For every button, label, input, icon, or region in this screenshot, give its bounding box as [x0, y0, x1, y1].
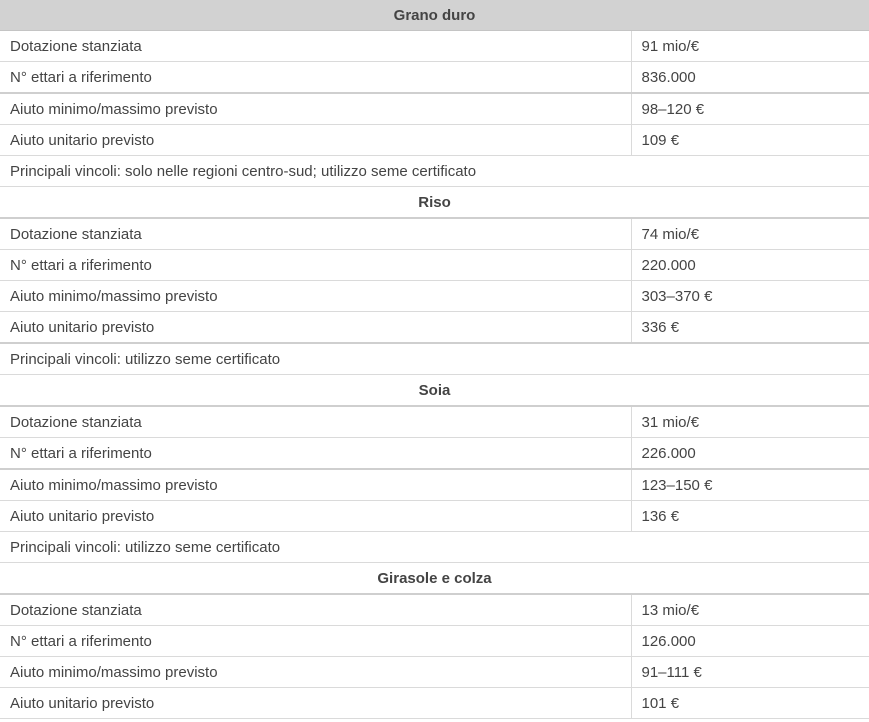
row-value: 74 mio/€ — [631, 218, 869, 250]
row-value: 91 mio/€ — [631, 31, 869, 62]
section-title: Grano duro — [0, 0, 869, 31]
row-label: N° ettari a riferimento — [0, 626, 631, 657]
row-value: 31 mio/€ — [631, 406, 869, 438]
note-text: Principali vincoli: utilizzo seme certificato — [0, 532, 869, 563]
row-label: Dotazione stanziata — [0, 31, 631, 62]
table-row — [0, 594, 869, 626]
table-row — [0, 125, 869, 156]
table-row — [0, 218, 869, 250]
table-row — [0, 501, 869, 532]
row-label: N° ettari a riferimento — [0, 62, 631, 94]
row-label: Aiuto minimo/massimo previsto — [0, 469, 631, 501]
note-row — [0, 156, 869, 187]
section-header-grano-duro — [0, 0, 869, 31]
row-value: 98–120 € — [631, 93, 869, 125]
table-row — [0, 31, 869, 62]
table-row — [0, 312, 869, 344]
note-row — [0, 532, 869, 563]
row-value: 13 mio/€ — [631, 594, 869, 626]
section-title: Soia — [0, 375, 869, 407]
note-text: Principali vincoli: solo nelle regioni centro-sud; utilizzo seme certificato — [0, 156, 869, 187]
note-text: Principali vincoli: utilizzo seme certificato — [0, 343, 869, 375]
row-label: Aiuto minimo/massimo previsto — [0, 93, 631, 125]
row-label: Dotazione stanziata — [0, 594, 631, 626]
row-value: 836.000 — [631, 62, 869, 94]
row-value: 101 € — [631, 688, 869, 719]
table-row — [0, 406, 869, 438]
row-value: 126.000 — [631, 626, 869, 657]
row-value: 136 € — [631, 501, 869, 532]
table-row — [0, 281, 869, 312]
table-row — [0, 688, 869, 719]
section-title: Riso — [0, 187, 869, 219]
row-label: Dotazione stanziata — [0, 218, 631, 250]
row-value: 220.000 — [631, 250, 869, 281]
row-label: Aiuto unitario previsto — [0, 125, 631, 156]
row-label: Aiuto minimo/massimo previsto — [0, 657, 631, 688]
table-row — [0, 93, 869, 125]
table-row — [0, 626, 869, 657]
row-label: Aiuto unitario previsto — [0, 312, 631, 344]
section-header-girasole-colza — [0, 563, 869, 595]
row-value: 123–150 € — [631, 469, 869, 501]
row-value: 91–111 € — [631, 657, 869, 688]
table-row — [0, 469, 869, 501]
row-value: 336 € — [631, 312, 869, 344]
note-row — [0, 343, 869, 375]
row-value: 303–370 € — [631, 281, 869, 312]
section-header-riso — [0, 187, 869, 219]
table-row — [0, 657, 869, 688]
row-label: Aiuto minimo/massimo previsto — [0, 281, 631, 312]
row-label: N° ettari a riferimento — [0, 250, 631, 281]
row-value: 109 € — [631, 125, 869, 156]
row-value: 226.000 — [631, 438, 869, 470]
row-label: N° ettari a riferimento — [0, 438, 631, 470]
table-row — [0, 250, 869, 281]
row-label: Aiuto unitario previsto — [0, 688, 631, 719]
row-label: Dotazione stanziata — [0, 406, 631, 438]
section-title: Girasole e colza — [0, 563, 869, 595]
table-row — [0, 62, 869, 94]
section-header-soia — [0, 375, 869, 407]
table-row — [0, 438, 869, 470]
row-label: Aiuto unitario previsto — [0, 501, 631, 532]
